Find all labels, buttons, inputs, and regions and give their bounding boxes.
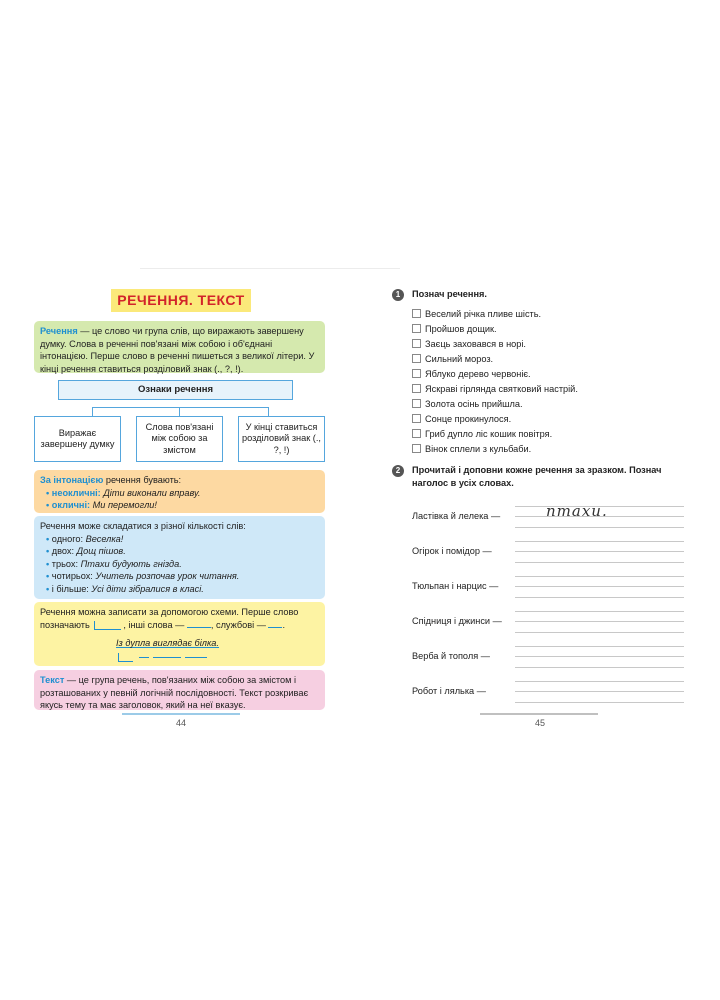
task1-title: Познач речення.	[412, 289, 487, 299]
list-item-example: Учитель розпочав урок читання.	[95, 571, 240, 582]
writing-lines[interactable]	[515, 681, 684, 703]
list-item[interactable]	[412, 426, 682, 441]
first-word-symbol	[94, 621, 121, 630]
list-item-label: Пройшов дощик.	[425, 323, 497, 334]
list-item-term: чотирьох:	[51, 571, 93, 582]
list-item-label: Яскраві гірлянда святковий настрій.	[425, 383, 578, 394]
title-banner	[111, 289, 251, 312]
diagram-box-2	[136, 416, 223, 462]
diagram-connector	[179, 407, 180, 416]
scheme-text-d: .	[282, 619, 286, 630]
list-item-label: Веселий річка пливе шість.	[425, 308, 542, 319]
list-item: • неокличні: Діти виконали вправу.	[46, 487, 201, 498]
writing-lines[interactable]	[515, 611, 684, 633]
scheme-diagram	[116, 653, 207, 662]
list-item-label: Сонце прокинулося.	[425, 413, 512, 424]
list-item-term: одного:	[51, 533, 84, 544]
list-item[interactable]	[412, 366, 682, 381]
service-word-symbol	[268, 623, 282, 628]
checkbox[interactable]	[412, 309, 421, 318]
intonation-term: За інтонацією	[40, 475, 104, 485]
scheme-text-b: , інші слова —	[123, 619, 185, 630]
handwriting-row[interactable]	[412, 642, 684, 672]
writing-lines[interactable]	[515, 576, 684, 598]
top-divider	[140, 268, 400, 269]
scheme-box	[34, 602, 325, 666]
scheme-text-c: , службові —	[210, 619, 266, 630]
checkbox[interactable]	[412, 354, 421, 363]
scheme-text-a: Речення можна записати за допомогою схеми. Перше слово позначають	[40, 607, 299, 630]
page-title: РЕЧЕННЯ. ТЕКСТ	[117, 292, 245, 308]
text-definition-box	[34, 670, 325, 710]
intonation-lead	[40, 474, 319, 487]
list-item[interactable]	[412, 336, 682, 351]
row-label: Верба й тополя —	[412, 651, 490, 661]
list-item-term: двох:	[51, 546, 75, 557]
list-item: • і більше: Усі діти зібралися в класі.	[46, 583, 204, 594]
intonation-lead-text: речення бувають:	[103, 475, 182, 485]
list-item[interactable]	[412, 396, 682, 411]
list-item-term: неокличні:	[51, 487, 101, 498]
list-item: • двох: Дощ пішов.	[46, 546, 126, 557]
list-item: • окличні: Ми перемогли!	[46, 500, 157, 511]
diagram-connector	[92, 407, 268, 408]
handwriting-row[interactable]	[412, 502, 684, 532]
row-label: Ластівка й лелека —	[412, 511, 501, 521]
definition-term: Речення	[40, 326, 78, 336]
list-item-term: окличні:	[51, 500, 91, 511]
diagram-box-text: Виражає завершену думку	[40, 427, 115, 449]
handwriting-row[interactable]	[412, 572, 684, 602]
list-item-example: Птахи будують гнізда.	[80, 558, 182, 569]
diagram-box-text: Слова пов'язані між собою за змістом	[145, 421, 214, 455]
word-symbol	[187, 623, 211, 628]
list-item[interactable]	[412, 321, 682, 336]
text-def-term: Текст	[40, 675, 65, 685]
checkbox[interactable]	[412, 369, 421, 378]
page-footer-line	[122, 713, 240, 715]
checkbox[interactable]	[412, 414, 421, 423]
row-label: Спідниця і джинси —	[412, 616, 502, 626]
word-symbol	[185, 653, 207, 658]
diagram-box-text: У кінці ставиться розділовий знак (., ?, !)	[242, 421, 321, 455]
list-item-example: Веселка!	[85, 533, 124, 544]
checkbox-list	[412, 306, 682, 456]
page-footer-line	[480, 713, 598, 715]
first-word-symbol	[118, 653, 133, 662]
list-item-example: Ми перемогли!	[92, 500, 157, 511]
definition-box	[34, 321, 325, 373]
checkbox[interactable]	[412, 429, 421, 438]
row-label: Робот і лялька —	[412, 686, 486, 696]
checkbox[interactable]	[412, 339, 421, 348]
task2-title	[412, 464, 702, 489]
scheme-text	[40, 606, 319, 631]
list-item-example: Дощ пішов.	[76, 546, 126, 557]
page-number-left: 44	[176, 718, 187, 728]
list-item[interactable]	[412, 306, 682, 321]
diagram-box-1	[34, 416, 121, 462]
scheme-example-text: Із дупла виглядає білка.	[116, 638, 219, 648]
word-count-box	[34, 516, 325, 599]
text-def-text: — це група речень, пов'язаних між собою за змістом і розташованих у певній логічній послідовності. Текст розкриває якусь тему та має заголовок, який на неї вказує.	[40, 675, 309, 711]
definition-text: — це слово чи група слів, що виражають завершену думку. Слова в реченні пов'язані між собою і об'єднані інтонацією. Перше слово в реченні пишеться з великої літери. У кінці речення ставиться розділовий знак (., ?, !).	[40, 326, 315, 374]
writing-lines[interactable]	[515, 541, 684, 563]
writing-lines[interactable]	[515, 646, 684, 668]
task-number-2: 2	[392, 465, 404, 477]
handwritten-sample: птахи.	[546, 502, 608, 520]
list-item[interactable]	[412, 381, 682, 396]
right-page	[392, 288, 692, 728]
list-item: • чотирьох: Учитель розпочав урок читання.	[46, 571, 240, 582]
list-item-term: і більше:	[51, 583, 89, 594]
list-item-label: Гриб дупло ліс кошик повітря.	[425, 428, 553, 439]
list-item-example: Усі діти зібралися в класі.	[91, 583, 204, 594]
diagram-box-3	[238, 416, 325, 462]
diagram-connector	[92, 407, 93, 416]
handwriting-row[interactable]	[412, 607, 684, 637]
task2-title-line2: наголос в усіх словах.	[412, 477, 514, 488]
diagram-header: Ознаки речення	[58, 380, 293, 400]
diagram-connector	[268, 407, 269, 416]
list-item: • трьох: Птахи будують гнізда.	[46, 558, 182, 569]
list-item-label: Сильний мороз.	[425, 353, 494, 364]
page-number-right: 45	[535, 718, 546, 728]
handwriting-row[interactable]	[412, 677, 684, 707]
list-item[interactable]	[412, 411, 682, 426]
task2-title-line1: Прочитай і доповни кожне речення за зразком. Познач	[412, 465, 662, 475]
intonation-box	[34, 470, 325, 513]
scheme-example	[116, 637, 223, 650]
word-symbol	[153, 653, 181, 658]
row-label: Огірок і помідор —	[412, 546, 492, 556]
list-item-term: трьох:	[51, 558, 79, 569]
service-word-symbol	[139, 653, 149, 658]
left-page	[34, 282, 328, 732]
list-item: • одного: Веселка!	[46, 533, 124, 544]
task-number-1: 1	[392, 289, 404, 301]
list-item-label: Яблуко дерево червоніє.	[425, 368, 531, 379]
list-item[interactable]	[412, 441, 682, 456]
checkbox[interactable]	[412, 444, 421, 453]
list-item-label: Заєць заховався в норі.	[425, 338, 526, 349]
list-item-label: Золота осінь прийшла.	[425, 398, 523, 409]
handwriting-row[interactable]	[412, 537, 684, 567]
list-item-label: Вінок сплели з кульбаби.	[425, 443, 532, 454]
row-label: Тюльпан і нарцис —	[412, 581, 499, 591]
list-item[interactable]	[412, 351, 682, 366]
list-item-example: Діти виконали вправу.	[103, 487, 201, 498]
checkbox[interactable]	[412, 384, 421, 393]
checkbox[interactable]	[412, 324, 421, 333]
checkbox[interactable]	[412, 399, 421, 408]
word-count-lead: Речення може складатися з різної кількості слів:	[40, 521, 246, 531]
